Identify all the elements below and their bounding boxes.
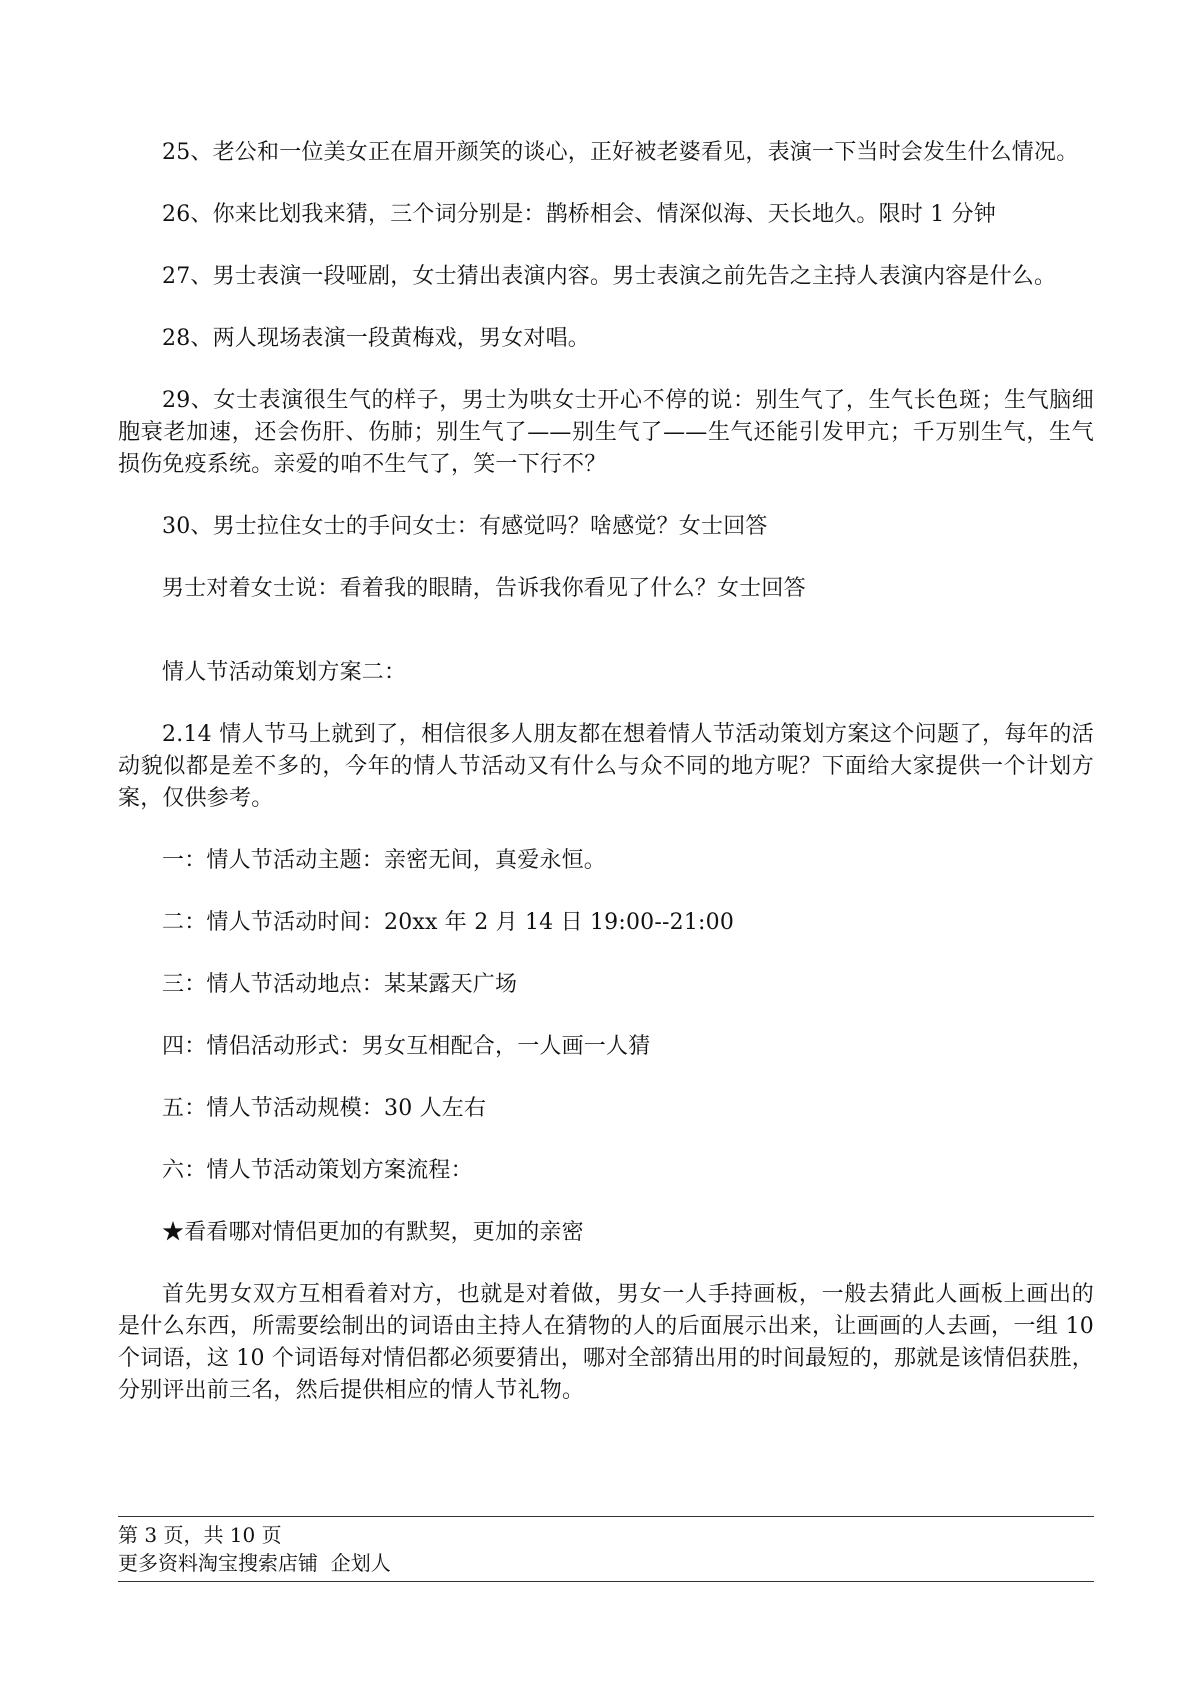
- paragraph-followup: 男士对着女士说：看着我的眼睛，告诉我你看见了什么？女士回答: [162, 576, 806, 601]
- paragraph-item-30: 30、男士拉住女士的手问女士：有感觉吗？啥感觉？女士回答: [162, 514, 768, 539]
- plan-item-format: 四：情侣活动形式：男女互相配合，一人画一人猜: [162, 1034, 651, 1059]
- plan-item-theme: 一：情人节活动主题：亲密无间，真爱永恒。: [162, 848, 607, 873]
- paragraph-item-26: 26、你来比划我来猜，三个词分别是：鹊桥相会、情深似海、天长地久。限时 1 分钟: [162, 202, 996, 227]
- footer-promo-text: 更多资料淘宝搜索店铺 企划人: [118, 1551, 391, 1575]
- page-footer: [118, 1516, 1094, 1582]
- section-heading: 情人节活动策划方案二：: [162, 660, 407, 685]
- document-body: [118, 137, 1094, 1437]
- paragraph-intro: 2.14 情人节马上就到了，相信很多人朋友都在想着情人节活动策划方案这个问题了，每年的活动貌似都是差不多的，今年的情人节活动又有什么与众不同的地方呢？下面给大家提供一个计划方案，仅供参考。: [118, 722, 1094, 811]
- plan-item-scale: 五：情人节活动规模：30 人左右: [162, 1096, 487, 1121]
- footer-divider-bottom: [118, 1581, 1094, 1582]
- plan-item-location: 三：情人节活动地点：某某露天广场: [162, 972, 518, 997]
- plan-item-time: 二：情人节活动时间：20xx 年 2 月 14 日 19:00--21:00: [162, 910, 735, 935]
- footer-divider-top: [118, 1516, 1094, 1517]
- paragraph-item-28: 28、两人现场表演一段黄梅戏，男女对唱。: [162, 326, 590, 351]
- paragraph-star-item: ★看看哪对情侣更加的有默契，更加的亲密: [162, 1220, 584, 1245]
- footer-page-info: 第 3 页，共 10 页: [118, 1523, 282, 1547]
- paragraph-item-29: 29、女士表演很生气的样子，男士为哄女士开心不停的说：别生气了，生气长色斑；生气脑细胞衰老加速，还会伤肝、伤肺；别生气了——别生气了——生气还能引发甲亢；千万别生气，生气损伤免疫系统。亲爱的咱不生气了，笑一下行不？: [118, 388, 1094, 477]
- paragraph-process-detail: 首先男女双方互相看着对方，也就是对着做，男女一人手持画板，一般去猜此人画板上画出的是什么东西，所需要绘制出的词语由主持人在猜物的人的后面展示出来，让画画的人去画，一组 10 个词语，这 10 个词语每对情侣都必须要猜出，哪对全部猜出用的时间最短的，那就是该情侣获胜，分别评出前三名，然后提供相应的情人节礼物。: [118, 1282, 1094, 1403]
- paragraph-item-27: 27、男士表演一段哑剧，女士猜出表演内容。男士表演之前先告之主持人表演内容是什么。: [162, 264, 1057, 289]
- plan-item-process: 六：情人节活动策划方案流程：: [162, 1158, 473, 1183]
- paragraph-item-25: 25、老公和一位美女正在眉开颜笑的谈心，正好被老婆看见，表演一下当时会发生什么情况。: [162, 140, 1079, 165]
